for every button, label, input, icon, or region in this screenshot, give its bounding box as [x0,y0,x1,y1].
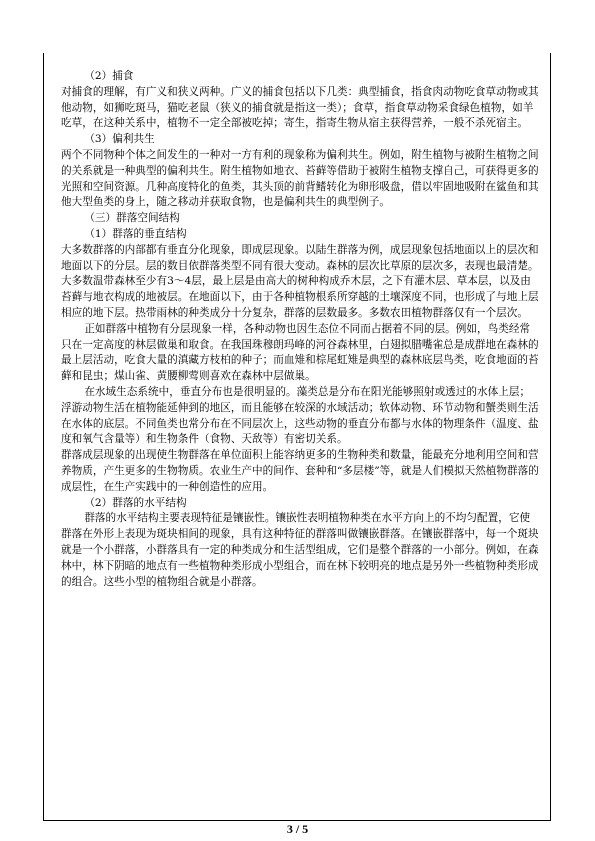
heading-spatial-structure: （三）群落空间结构 [84,212,180,225]
frame-right-border [550,53,551,821]
frame-left-border [43,53,44,821]
paragraph-vertical-layers: 大多数群落的内部都有垂直分化现象，即成层现象。以陆生群落为例，成层现象包括地面以上的层次和地面以下的分层。层的数目依群落类型不同有很大变动。森林的层次比草原的层次多，表现也最清楚。大多数温带森林至少有3～4层，最上层是由高大的树种构成乔木层，之下有灌木层、草本层，以及由苔藓与地衣构成的地被层。在地面以下，由于各种植物根系所穿越的土壤深度不同，也形成了与地上层相应的地下层。热带雨林的种类成分十分复杂，群落的层数最多。多数农田植物群落仅有一个层次。 [61,243,539,319]
paragraph-horizontal-structure: 群落的水平结构主要表现特征是镶嵌性。镶嵌性表明植物种类在水平方向上的不均匀配置，它使群落在外形上表现为斑块相间的现象，具有这种特征的群落叫做镶嵌群落。在镶嵌群落中，每一个斑块就是一个小群落，小群落具有一定的种类成分和生活型组成，它们是整个群落的一小部分。例如，在森林中，林下阴暗的地点有一些植物种类形成小型组合，而在林下较明亮的地点是另外一些植物种类形成的组合。这些小型的植物组合就是小群落。 [61,512,539,588]
heading-vertical-structure: （1）群落的垂直结构 [84,227,187,240]
paragraph-animal-layers: 正如群落中植物有分层现象一样，各种动物也因生态位不同而占据着不同的层。例如，鸟类经常只在一定高度的林层做巢和取食。在我国珠穆朗玛峰的河谷森林里，白翅拟腊嘴雀总是成群地在森林的最上层活动，吃食大量的滇藏方枝柏的种子；而血雉和棕尾虹雉是典型的森林底层鸟类，吃食地面的苔藓和昆虫；煤山雀、黄腰柳莺则喜欢在森林中层做巢。 [61,322,539,383]
paragraph-aquatic-layers: 在水域生态系统中，垂直分布也是很明显的。藻类总是分布在阳光能够照射或透过的水体上层；浮游动物生活在植物能延伸到的地区，而且能够在较深的水域活动；软体动物、环节动物和蟹类则生活在水体的底层。不同鱼类也常分布在不同层次上，这些动物的垂直分布都与水体的物理条件（温度、盐度和氧气含量等）和生物条件（食物、天敌等）有密切关系。 [61,385,539,446]
paragraph-predation: 对捕食的理解，有广义和狭义两种。广义的捕食包括以下几类：典型捕食，指食肉动物吃食草动物或其他动物，如狮吃斑马，猫吃老鼠（狭义的捕食就是指这一类）；食草，指食草动物采食绿色植物，如羊吃草，在这种关系中，植物不一定全部被吃掉；寄生，指寄生物从宿主获得营养，一般不杀死宿主。 [61,85,539,130]
page-frame [43,53,551,821]
heading-predation: （2）捕食 [84,70,134,82]
paragraph-layering-benefits: 群落成层现象的出现使生物群落在单位面积上能容纳更多的生物种类和数量，能最充分地利用空间和营养物质，产生更多的生物物质。农业生产中的间作、套种和“多层楼”等，就是人们模拟天然植物群落的成层性，在生产实践中的一种创造性的应用。 [61,449,539,493]
heading-commensalism: （3）偏利共生 [84,133,155,146]
page-number: 3 / 5 [286,822,309,836]
heading-horizontal-structure: （2）群落的水平结构 [84,496,187,509]
frame-bottom-border [43,820,551,821]
paragraph-commensalism: 两个不同物种个体之间发生的一种对一方有利的现象称为偏利共生。例如，附生植物与被附生植物之间的关系就是一种典型的偏利共生。附生植物如地衣、苔藓等借助于被附生植物支撑自己，可获得更多的光照和空间资源。几种高度特化的鱼类，其头顶的前背鳍转化为卵形吸盘，借以牢固地吸附在鲨鱼和其他大型鱼类的身上，随之移动并获取食物，也是偏利共生的典型例子。 [61,148,539,209]
document-body [61,69,539,590]
